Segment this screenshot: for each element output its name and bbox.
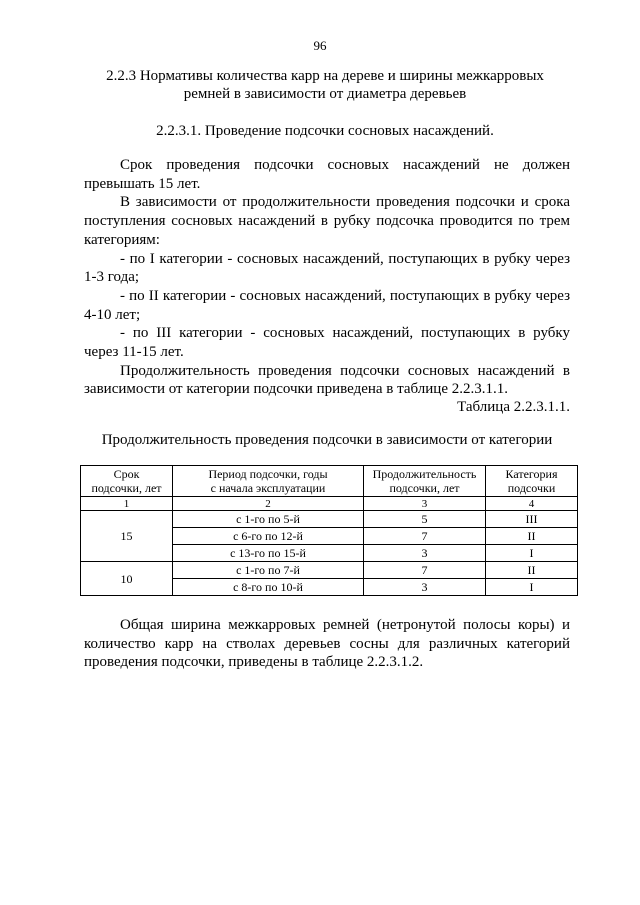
period-cell: с 1-го по 7-й <box>173 562 364 579</box>
header-category: Категория подсочки <box>486 466 578 497</box>
term-cell: 15 <box>81 511 173 562</box>
period-cell: с 1-го по 5-й <box>173 511 364 528</box>
category-cell: I <box>486 545 578 562</box>
column-number: 3 <box>364 497 486 511</box>
table-row <box>81 511 578 528</box>
column-number-row <box>81 497 578 511</box>
paragraph: Срок проведения подсочки сосновых насаждений не должен превышать 15 лет. <box>84 157 570 192</box>
duration-cell: 7 <box>364 528 486 545</box>
section-heading <box>80 67 570 103</box>
paragraph: Общая ширина межкарровых ремней (нетронутой полосы коры) и количество карр на стволах деревьев сосны для различных категорий проведения подсочки, приведены в таблице 2.2.3.1.2. <box>84 617 570 671</box>
duration-cell: 5 <box>364 511 486 528</box>
duration-table <box>80 465 578 596</box>
table-label: Таблица 2.2.3.1.1. <box>457 399 570 415</box>
subsection-heading: 2.2.3.1. Проведение подсочки сосновых насаждений. <box>156 123 494 139</box>
paragraph: - по I категории - сосновых насаждений, поступающих в рубку через 1-3 года; <box>84 250 570 286</box>
duration-cell: 7 <box>364 562 486 579</box>
section-heading-line-2: ремней в зависимости от диаметра деревьев <box>183 86 467 102</box>
paragraph: - по III категории - сосновых насаждений, поступающих в рубку через 11-15 лет. <box>84 325 570 361</box>
category-cell: II <box>486 528 578 545</box>
paragraph: В зависимости от продолжительности проведения подсочки и срока поступления сосновых насаждений в рубку подсочка проводится по трем категориям: <box>84 194 570 248</box>
category-cell: III <box>486 511 578 528</box>
body-text <box>84 156 570 399</box>
table-header-row <box>81 466 578 497</box>
period-cell: с 8-го по 10-й <box>173 579 364 596</box>
section-heading-line-1: 2.2.3 Нормативы количества карр на дереве и ширины межкарровых <box>106 68 544 84</box>
header-duration: Продолжительность подсочки, лет <box>364 466 486 497</box>
header-period: Период подсочки, годы с начала эксплуатации <box>173 466 364 497</box>
term-cell: 10 <box>81 562 173 596</box>
duration-cell: 3 <box>364 579 486 596</box>
paragraph: - по II категории - сосновых насаждений, поступающих в рубку через 4-10 лет; <box>84 287 570 323</box>
column-number: 1 <box>81 497 173 511</box>
table-caption: Продолжительность проведения подсочки в зависимости от категории <box>101 432 553 448</box>
period-cell: с 13-го по 15-й <box>173 545 364 562</box>
column-number: 4 <box>486 497 578 511</box>
paragraph: Продолжительность проведения подсочки сосновых насаждений в зависимости от категории подсочки приведена в таблице 2.2.3.1.1. <box>84 362 570 398</box>
category-cell: II <box>486 562 578 579</box>
column-number: 2 <box>173 497 364 511</box>
period-cell: с 6-го по 12-й <box>173 528 364 545</box>
table-row <box>81 562 578 579</box>
category-cell: I <box>486 579 578 596</box>
duration-cell: 3 <box>364 545 486 562</box>
page-number: 96 <box>313 38 327 53</box>
header-term: Срок подсочки, лет <box>81 466 173 497</box>
closing-text <box>84 616 570 672</box>
